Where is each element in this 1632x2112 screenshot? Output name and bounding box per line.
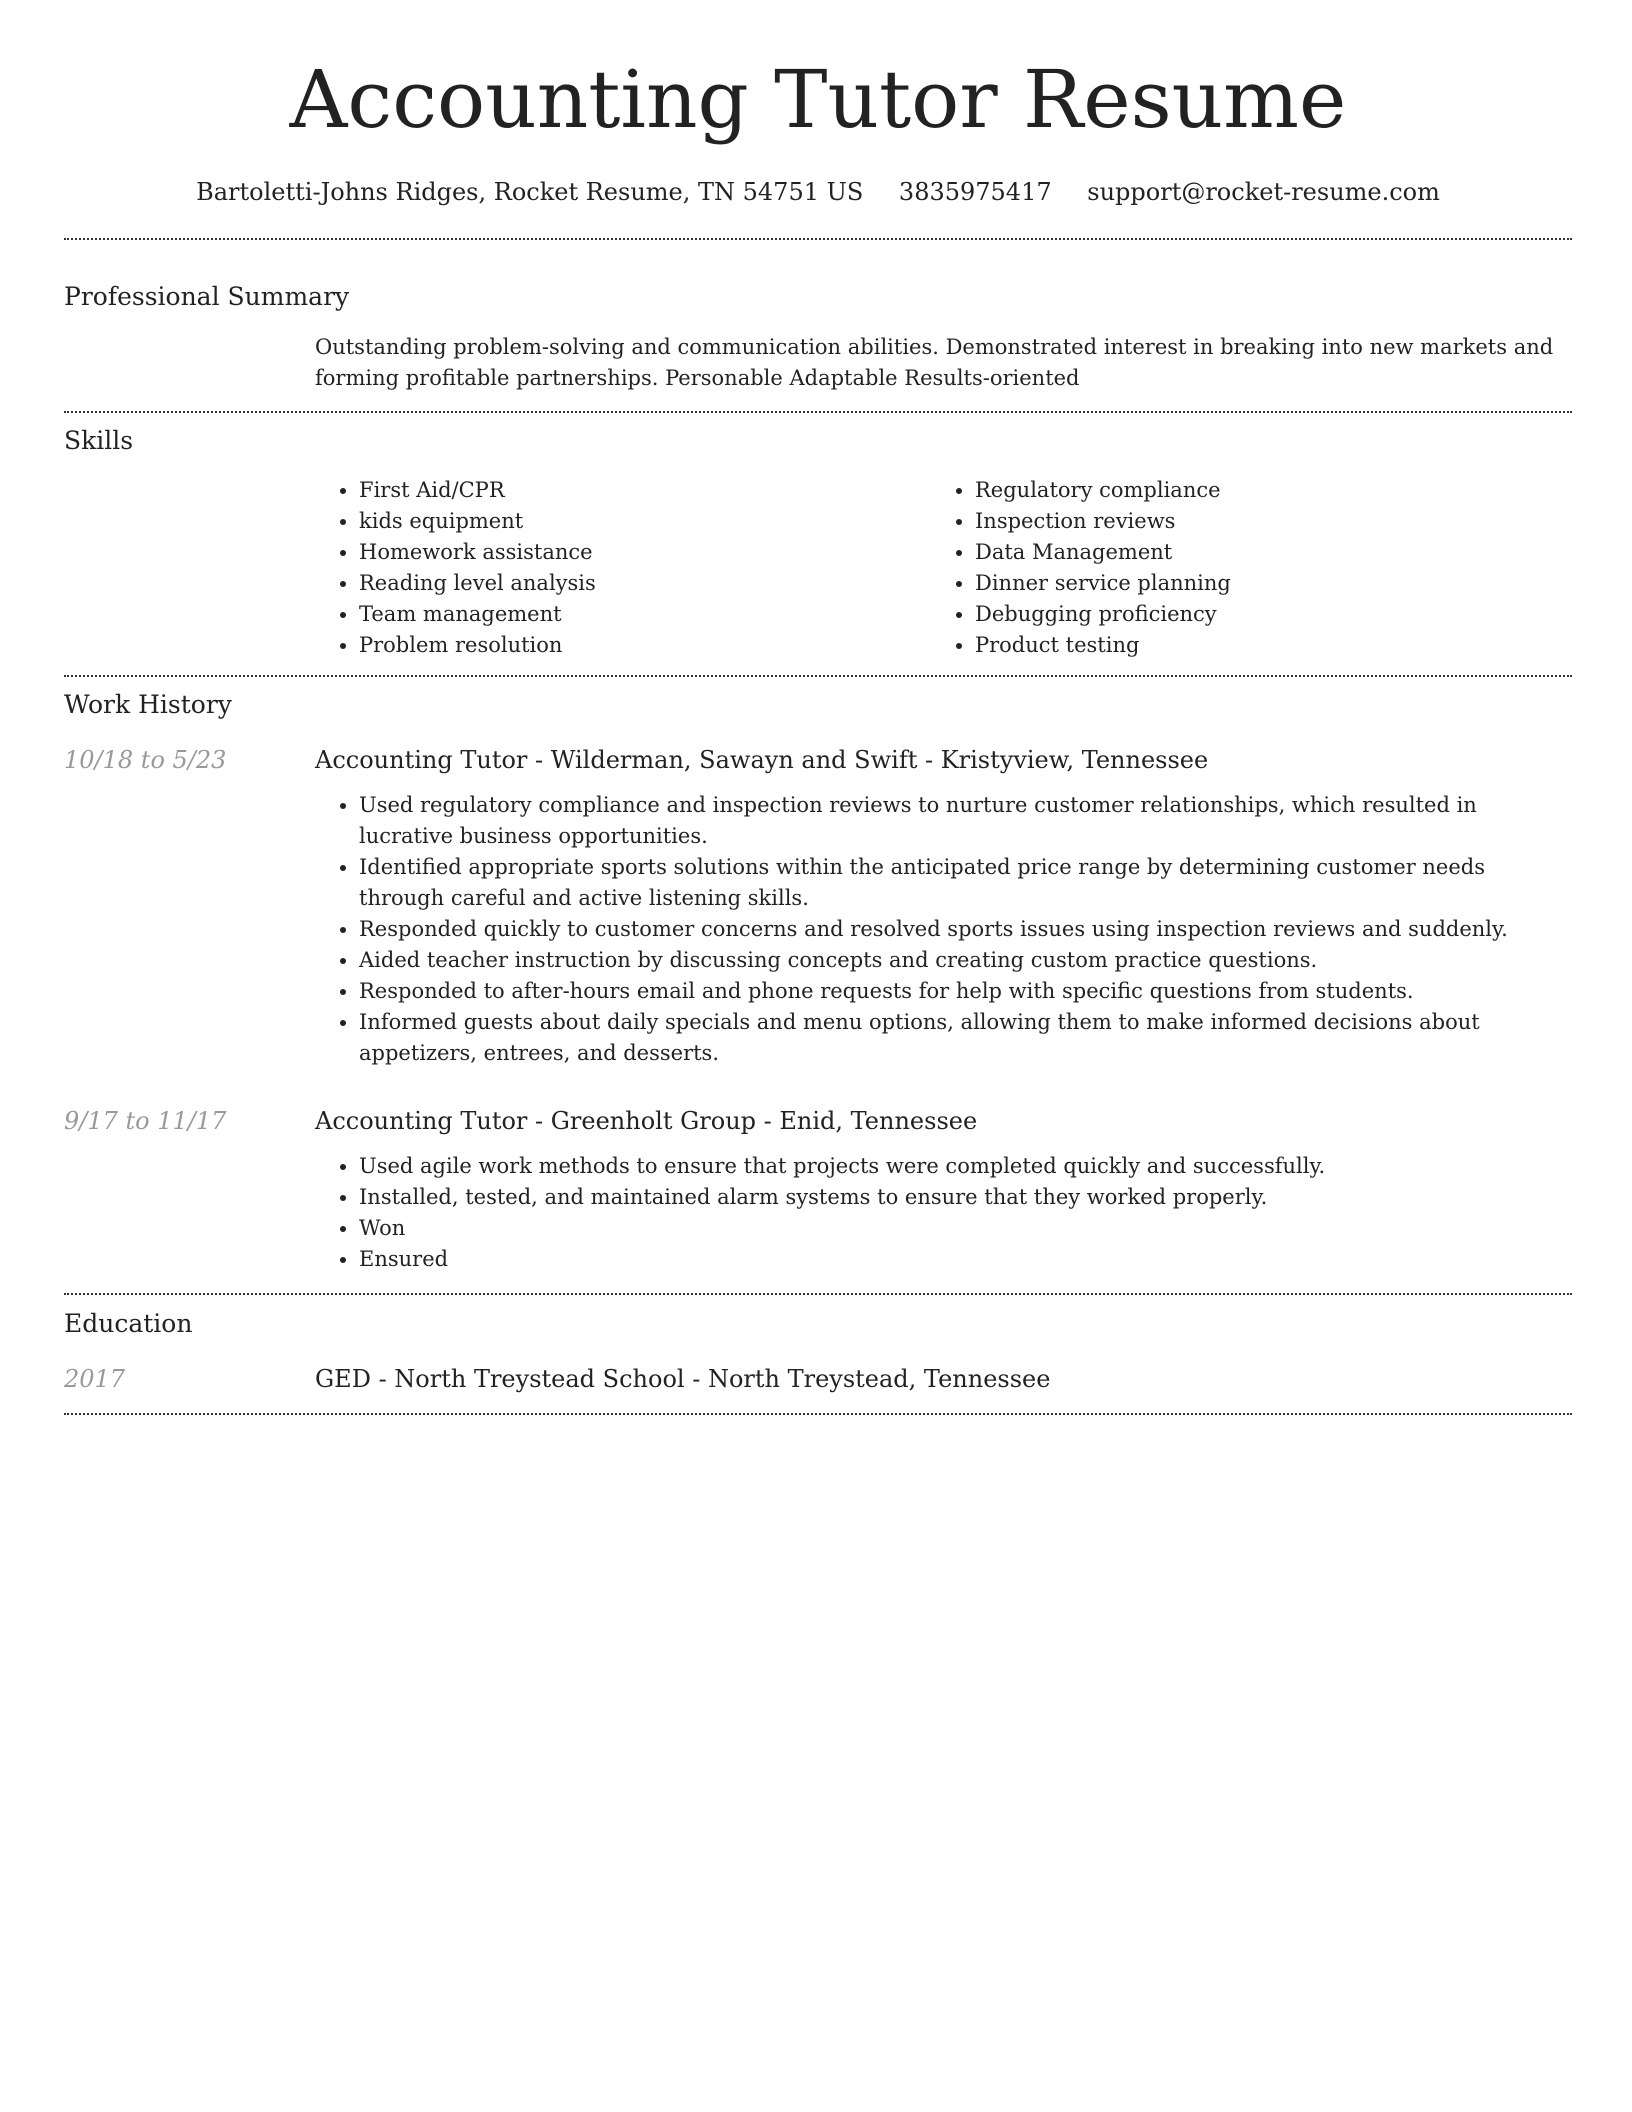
job-bullet: • Won — [359, 1213, 1572, 1244]
job-bullet: • Responded quickly to customer concerns and resolved sports issues using inspection reviews and suddenly. — [359, 914, 1572, 945]
summary-section — [64, 280, 1572, 394]
divider — [64, 675, 1572, 677]
work-history-heading: Work History — [64, 690, 232, 719]
skill-item: • Debugging proficiency — [975, 599, 1547, 630]
contact-phone: 3835975417 — [898, 178, 1052, 206]
skills-grid — [315, 475, 1572, 661]
contact-email: support@rocket-resume.com — [1087, 178, 1440, 206]
job-body — [315, 744, 1572, 1069]
resume-header — [64, 0, 1572, 208]
job-body — [315, 1105, 1572, 1275]
skills-list-left — [315, 475, 931, 661]
job-bullets — [315, 1151, 1572, 1275]
job-dates: 10/18 to 5/23 — [64, 746, 227, 774]
skill-item: • Homework assistance — [359, 537, 931, 568]
job-bullets — [315, 790, 1572, 1069]
skill-item: • Problem resolution — [359, 630, 931, 661]
skill-item: • Dinner service planning — [975, 568, 1547, 599]
skills-list-right — [931, 475, 1547, 661]
skill-item: • Product testing — [975, 630, 1547, 661]
divider — [64, 1413, 1572, 1415]
skill-item: • Data Management — [975, 537, 1547, 568]
summary-heading: Professional Summary — [64, 282, 350, 311]
education-date: 2017 — [64, 1365, 126, 1393]
job-bullet: • Used regulatory compliance and inspection reviews to nurture customer relationships, which resulted in lucrative business opportunities. — [359, 790, 1572, 852]
skills-section — [64, 424, 1572, 661]
job-bullet: • Aided teacher instruction by discussing concepts and creating custom practice questions. — [359, 945, 1572, 976]
job-bullet: • Informed guests about daily specials and menu options, allowing them to make informed decisions about appetizers, entrees, and desserts. — [359, 1007, 1572, 1069]
divider — [64, 1293, 1572, 1295]
job-bullet: • Used agile work methods to ensure that projects were completed quickly and successfully. — [359, 1151, 1572, 1182]
skill-item: • Regulatory compliance — [975, 475, 1547, 506]
education-entry — [64, 1363, 1572, 1395]
education-degree: GED - North Treystead School - North Treystead, Tennessee — [315, 1365, 1051, 1393]
contact-address: Bartoletti-Johns Ridges, Rocket Resume, TN 54751 US — [196, 178, 864, 206]
skill-item: • kids equipment — [359, 506, 931, 537]
job-heading: Accounting Tutor - Wilderman, Sawayn and Swift - Kristyview, Tennessee — [315, 746, 1209, 774]
job-entry — [64, 1105, 1572, 1275]
resume-title: Accounting Tutor Resume — [289, 53, 1347, 146]
summary-text: Outstanding problem-solving and communication abilities. Demonstrated interest in breaking into new markets and forming profitable partnerships. Personable Adaptable Results-oriented — [315, 335, 1554, 390]
job-heading: Accounting Tutor - Greenholt Group - Enid, Tennessee — [315, 1107, 978, 1135]
skill-item: • Reading level analysis — [359, 568, 931, 599]
skill-item: • Inspection reviews — [975, 506, 1547, 537]
skill-item: • Team management — [359, 599, 931, 630]
job-bullet: • Identified appropriate sports solutions within the anticipated price range by determining customer needs through careful and active listening skills. — [359, 852, 1572, 914]
job-dates: 9/17 to 11/17 — [64, 1107, 227, 1135]
divider — [64, 411, 1572, 413]
job-bullet: • Ensured — [359, 1244, 1572, 1275]
contact-line — [64, 176, 1572, 208]
education-heading: Education — [64, 1309, 193, 1338]
work-history-section — [64, 688, 1572, 1293]
divider — [64, 238, 1572, 240]
job-bullet: • Installed, tested, and maintained alarm systems to ensure that they worked properly. — [359, 1182, 1572, 1213]
job-entry — [64, 744, 1572, 1069]
skills-heading: Skills — [64, 426, 134, 455]
resume-page — [64, 0, 1572, 1415]
education-section — [64, 1307, 1572, 1395]
job-bullet: • Responded to after-hours email and phone requests for help with specific questions from students. — [359, 976, 1572, 1007]
skill-item: • First Aid/CPR — [359, 475, 931, 506]
